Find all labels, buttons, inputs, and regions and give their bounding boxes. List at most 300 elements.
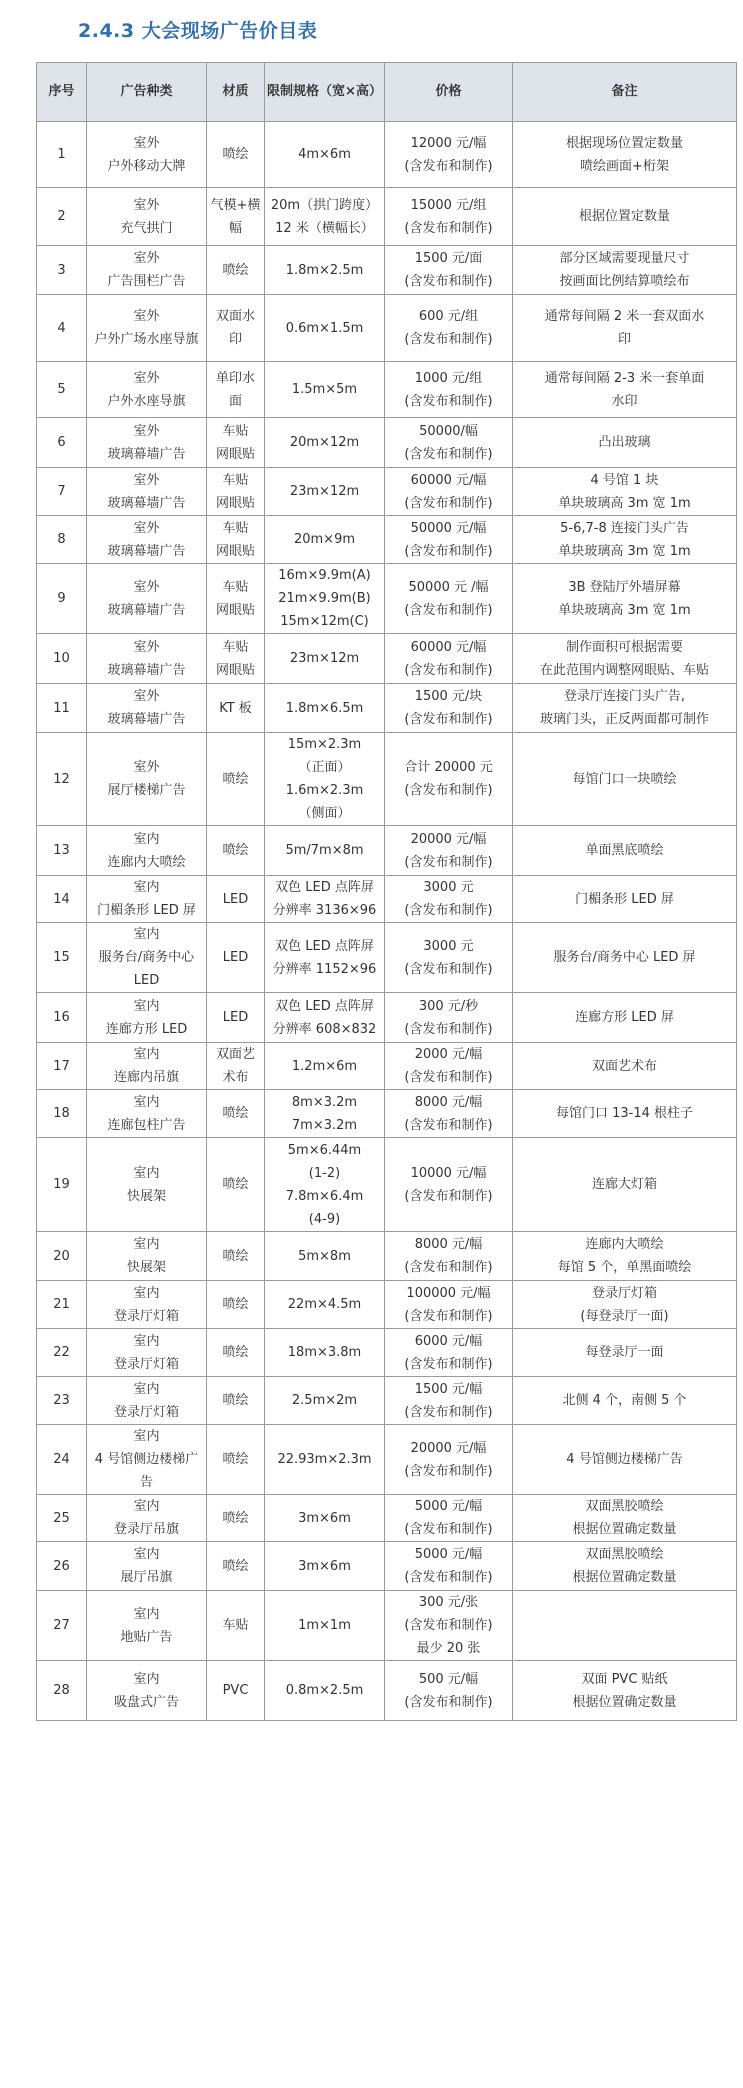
cell-spec: [265, 1591, 385, 1661]
cell-material-line: LED: [222, 1010, 249, 1025]
cell-no: [37, 564, 87, 634]
cell-no-line: 26: [53, 1558, 70, 1574]
header-material: 材质: [207, 63, 265, 122]
cell-no: [37, 246, 87, 295]
cell-spec-line: 3m×6m: [298, 1558, 351, 1574]
cell-material-line: 单印水: [215, 370, 255, 386]
cell-price-line: (含发布和制作): [404, 274, 493, 289]
cell-no: [37, 1425, 87, 1495]
cell-material-line: 喷绘: [222, 1558, 249, 1574]
cell-no-line: 19: [53, 1177, 70, 1192]
cell-price-line: 60000 元/幅: [410, 472, 487, 488]
cell-material-line: LED: [222, 950, 249, 965]
cell-spec-line: 1.6m×2.3m: [285, 783, 364, 798]
cell-type-line: 快展架: [126, 1260, 166, 1275]
cell-spec-line: 4m×6m: [298, 147, 351, 162]
cell-type-line: 户外广场水座导旗: [94, 332, 199, 347]
cell-spec-line: （正面）: [298, 760, 351, 775]
cell-material: [207, 1377, 265, 1425]
cell-price: [385, 1232, 513, 1281]
cell-spec-line: 分辨率 1152×96: [272, 961, 377, 977]
cell-note: [513, 826, 737, 876]
cell-type-line: 登录厅吊旗: [113, 1522, 179, 1537]
cell-type-line: 户外移动大牌: [107, 158, 186, 174]
cell-material: [207, 876, 265, 923]
cell-spec: [265, 246, 385, 295]
cell-note: [513, 1661, 737, 1721]
cell-note: [513, 1090, 737, 1138]
table-row: [37, 1138, 737, 1232]
cell-no-line: 2: [57, 209, 66, 224]
cell-note-line: 制作面积可根据需要: [565, 639, 683, 655]
cell-spec: [265, 564, 385, 634]
cell-type-line: 展厅楼梯广告: [107, 783, 186, 798]
cell-price: [385, 1138, 513, 1232]
cell-no: [37, 362, 87, 418]
cell-type-line: 室外: [133, 579, 160, 595]
table-row: [37, 362, 737, 418]
cell-type: [87, 468, 207, 516]
cell-material: [207, 1661, 265, 1721]
cell-material: [207, 684, 265, 733]
cell-material-line: 双面水: [215, 309, 255, 324]
cell-material: [207, 564, 265, 634]
cell-material: [207, 1542, 265, 1591]
cell-price: [385, 684, 513, 733]
cell-price-line: 6000 元/幅: [414, 1333, 483, 1349]
cell-note: [513, 1043, 737, 1090]
cell-type-line: 展厅吊旗: [120, 1570, 173, 1585]
cell-no-line: 7: [57, 484, 66, 499]
cell-note: [513, 468, 737, 516]
cell-spec-line: 8m×3.2m: [291, 1094, 358, 1110]
cell-type-line: 室内: [133, 1547, 160, 1562]
cell-spec-line: 3m×6m: [298, 1510, 351, 1526]
cell-price-line: (含发布和制作): [404, 1570, 493, 1585]
cell-type: [87, 1043, 207, 1090]
cell-spec-line: 5m×8m: [298, 1248, 351, 1264]
cell-type: [87, 1495, 207, 1542]
cell-price-line: (含发布和制作): [404, 903, 493, 918]
cell-type-line: 室内: [133, 1047, 160, 1062]
cell-note-line: 连廊大灯箱: [591, 1177, 657, 1192]
cell-type-line: 玻璃幕墙广告: [107, 543, 186, 559]
cell-type: [87, 246, 207, 295]
cell-note-line: 单面黑底喷绘: [585, 843, 664, 858]
cell-price: [385, 1377, 513, 1425]
cell-price: [385, 1090, 513, 1138]
cell-spec: [265, 1138, 385, 1232]
cell-type-line: LED: [133, 973, 160, 988]
cell-spec-line: 分辨率 608×832: [272, 1021, 377, 1037]
cell-no: [37, 876, 87, 923]
cell-material-line: 网眼贴: [215, 662, 255, 678]
cell-price-line: (含发布和制作): [404, 1070, 493, 1085]
cell-note: [513, 1138, 737, 1232]
cell-type: [87, 1591, 207, 1661]
cell-material-line: 喷绘: [222, 262, 249, 278]
table-row: [37, 876, 737, 923]
cell-type-line: 室外: [133, 520, 160, 536]
cell-note-line: 每登录厅一面: [585, 1345, 664, 1360]
cell-no: [37, 516, 87, 564]
cell-note: [513, 1281, 737, 1329]
cell-note: [513, 295, 737, 362]
cell-type-line: 门楣条形 LED 屏: [97, 903, 196, 918]
cell-material: [207, 516, 265, 564]
cell-material: [207, 634, 265, 684]
cell-material: [207, 1281, 265, 1329]
header-note: 备注: [513, 63, 737, 122]
cell-no: [37, 826, 87, 876]
cell-no: [37, 634, 87, 684]
cell-type: [87, 1232, 207, 1281]
cell-material: [207, 122, 265, 188]
cell-type: [87, 876, 207, 923]
cell-material-line: KT 板: [219, 700, 252, 716]
cell-material: [207, 1425, 265, 1495]
page-heading: 2.4.3 大会现场广告价目表: [78, 20, 318, 42]
cell-no: [37, 468, 87, 516]
cell-note: [513, 684, 737, 733]
cell-price-line: 3000 元: [423, 938, 474, 954]
cell-material-line: 车贴: [222, 639, 249, 655]
cell-material-line: 幅: [228, 220, 242, 236]
cell-type-line: 室内: [133, 1671, 160, 1687]
cell-note-line: 通常每间隔 2 米一套双面水: [544, 309, 705, 324]
cell-no-line: 10: [53, 651, 70, 666]
cell-spec: [265, 993, 385, 1043]
cell-type-line: 室外: [133, 197, 160, 213]
cell-material-line: 喷绘: [222, 1345, 249, 1360]
cell-material-line: 喷绘: [222, 771, 249, 787]
cell-type-line: 室外: [133, 251, 160, 266]
cell-type-line: 室内: [133, 880, 160, 895]
cell-price: [385, 516, 513, 564]
table-header-row: [37, 63, 737, 122]
cell-spec: [265, 1495, 385, 1542]
header-spec-line: 限制规格: [267, 84, 320, 99]
cell-price-line: (含发布和制作): [404, 1188, 493, 1204]
cell-note-line: 部分区域需要现量尺寸: [559, 251, 690, 266]
cell-material-line: 网眼贴: [215, 495, 255, 511]
cell-spec: [265, 1043, 385, 1090]
cell-material: [207, 295, 265, 362]
cell-price-line: 500 元/幅: [418, 1671, 479, 1687]
cell-price: [385, 634, 513, 684]
cell-spec-line: 1.2m×6m: [291, 1058, 358, 1074]
cell-price-line: 最少 20 张: [416, 1641, 481, 1656]
cell-price-line: (含发布和制作): [404, 446, 493, 462]
cell-spec: [265, 634, 385, 684]
cell-spec: [265, 362, 385, 418]
cell-price-line: (含发布和制作): [404, 543, 493, 559]
cell-no: [37, 733, 87, 826]
cell-no-line: 9: [57, 591, 66, 606]
cell-note-line: 每馆 5 个，单黑面喷绘: [557, 1260, 692, 1275]
cell-spec: [265, 122, 385, 188]
cell-price: [385, 826, 513, 876]
cell-note-line: 单块玻璃高 3m 宽 1m: [558, 495, 691, 511]
cell-no-line: 18: [53, 1106, 70, 1121]
cell-type-line: 室外: [133, 370, 160, 386]
cell-price-line: 1500 元/幅: [414, 1381, 483, 1397]
cell-price-line: 20000 元/幅: [410, 1440, 487, 1456]
cell-price-line: 300 元/张: [418, 1595, 479, 1610]
cell-price: [385, 362, 513, 418]
table-row: [37, 188, 737, 246]
cell-no: [37, 1542, 87, 1591]
cell-material-line: 双面艺: [215, 1047, 255, 1062]
cell-price-line: (含发布和制作): [404, 393, 493, 409]
cell-price-line: (含发布和制作): [404, 220, 493, 236]
cell-note-line: 登录厅连接门头广告,: [563, 689, 686, 704]
cell-no-line: 12: [53, 771, 70, 787]
cell-spec-line: 21m×9.9m(B): [278, 591, 371, 606]
cell-spec: [265, 1377, 385, 1425]
cell-price-line: (含发布和制作): [404, 1117, 493, 1133]
cell-material: [207, 1495, 265, 1542]
cell-note-line: 单块玻璃高 3m 宽 1m: [558, 602, 691, 618]
cell-spec-line: 5m×6.44m: [287, 1142, 362, 1158]
cell-note-line: 4 号馆 1 块: [590, 472, 659, 488]
cell-no: [37, 1329, 87, 1377]
cell-spec-line: 20m×9m: [293, 532, 356, 547]
cell-type-line: 连廊内大喷绘: [107, 854, 186, 870]
table-row: [37, 634, 737, 684]
cell-note-line: (每登录厅一面): [580, 1308, 669, 1324]
cell-note: [513, 564, 737, 634]
cell-note: [513, 1232, 737, 1281]
cell-spec: [265, 876, 385, 923]
cell-note-line: 每馆门口 13-14 根柱子: [555, 1106, 694, 1121]
cell-no-line: 13: [53, 843, 70, 858]
cell-price-line: (含发布和制作): [404, 783, 493, 798]
cell-note-line: 双面艺术布: [591, 1058, 657, 1074]
table-row: [37, 1232, 737, 1281]
cell-note-line: 单块玻璃高 3m 宽 1m: [558, 543, 691, 559]
cell-note-line: 双面 PVC 贴纸: [581, 1671, 668, 1687]
cell-price-line: 3000 元: [423, 880, 474, 895]
table-body: [37, 122, 737, 1721]
cell-price: [385, 418, 513, 468]
cell-note: [513, 923, 737, 993]
cell-type: [87, 684, 207, 733]
cell-material: [207, 468, 265, 516]
cell-price-line: 100000 元/幅: [406, 1285, 491, 1301]
cell-price: [385, 1495, 513, 1542]
cell-no: [37, 1043, 87, 1090]
cell-note-line: 3B 登陆厅外墙屏幕: [568, 579, 681, 595]
cell-type-line: 室外: [133, 309, 160, 324]
cell-type-line: 登录厅灯箱: [113, 1308, 179, 1324]
cell-spec-line: 22m×4.5m: [287, 1297, 362, 1312]
cell-type: [87, 1542, 207, 1591]
cell-note-line: 根据位置确定数量: [572, 1694, 677, 1710]
cell-type-line: 室内: [133, 1237, 160, 1252]
cell-note: [513, 876, 737, 923]
cell-spec-line: 分辨率 3136×96: [272, 903, 377, 918]
cell-type-line: 室外: [133, 639, 160, 655]
cell-material: [207, 188, 265, 246]
cell-material-line: 喷绘: [222, 147, 249, 162]
cell-price-line: (含发布和制作): [404, 662, 493, 678]
cell-material: [207, 1043, 265, 1090]
cell-spec-line: 2.5m×2m: [291, 1393, 358, 1408]
cell-material-line: 车贴: [222, 520, 249, 536]
cell-no: [37, 923, 87, 993]
cell-note-line: 连廊内大喷绘: [585, 1237, 664, 1252]
cell-spec-line: 0.6m×1.5m: [285, 320, 364, 336]
cell-no: [37, 1281, 87, 1329]
cell-type: [87, 1329, 207, 1377]
cell-spec: [265, 826, 385, 876]
table-row: [37, 1090, 737, 1138]
cell-type-line: 户外水座导旗: [107, 393, 186, 409]
cell-spec-line: 7.8m×6.4m: [285, 1188, 364, 1204]
cell-type-line: 吸盘式广告: [113, 1694, 179, 1710]
cell-type-line: 室外: [133, 689, 160, 704]
cell-price: [385, 1542, 513, 1591]
cell-price-line: (含发布和制作): [404, 1694, 493, 1710]
cell-price-line: 50000 元 /幅: [408, 579, 489, 595]
cell-no-line: 22: [53, 1345, 70, 1360]
table-row: [37, 684, 737, 733]
cell-price: [385, 188, 513, 246]
cell-no: [37, 122, 87, 188]
table-row: [37, 826, 737, 876]
cell-price: [385, 564, 513, 634]
cell-spec: [265, 1329, 385, 1377]
cell-type-line: 玻璃幕墙广告: [107, 446, 186, 462]
cell-type-line: 服务台/商务中心: [98, 950, 195, 965]
table-row: [37, 1425, 737, 1495]
cell-price-line: 20000 元/幅: [410, 831, 487, 847]
cell-note: [513, 993, 737, 1043]
cell-type-line: 室内: [133, 1429, 160, 1444]
cell-type: [87, 923, 207, 993]
cell-note-line: 在此范围内调整网眼贴、车贴: [539, 662, 709, 678]
cell-material-line: 印: [228, 332, 242, 347]
cell-type: [87, 1661, 207, 1721]
header-spec-line: （宽×高）: [319, 84, 382, 99]
cell-spec-line: （侧面）: [298, 806, 351, 821]
table-row: [37, 564, 737, 634]
cell-spec-line: 15m×12m(C): [280, 614, 369, 629]
cell-type: [87, 1377, 207, 1425]
cell-no-line: 8: [57, 532, 66, 547]
cell-type-line: 室内: [133, 1499, 160, 1514]
cell-price: [385, 295, 513, 362]
cell-note: [513, 516, 737, 564]
cell-type: [87, 993, 207, 1043]
cell-type-line: 充气拱门: [120, 220, 173, 236]
cell-type-line: 室内: [133, 1285, 160, 1301]
table-row: [37, 1495, 737, 1542]
cell-no: [37, 1138, 87, 1232]
cell-spec: [265, 1232, 385, 1281]
cell-spec-line: 双色 LED 点阵屏: [275, 998, 374, 1014]
cell-type: [87, 1138, 207, 1232]
cell-type: [87, 826, 207, 876]
cell-type-line: 室内: [133, 1333, 160, 1349]
table-row: [37, 733, 737, 826]
cell-spec: [265, 468, 385, 516]
cell-material: [207, 826, 265, 876]
cell-price: [385, 1281, 513, 1329]
header-no: 序号: [37, 63, 87, 122]
cell-no-line: 27: [53, 1618, 70, 1633]
cell-type-line: 室外: [133, 472, 160, 488]
cell-spec: [265, 1542, 385, 1591]
cell-spec: [265, 516, 385, 564]
cell-material-line: 车贴: [222, 1618, 249, 1633]
cell-price-line: (含发布和制作): [404, 1618, 493, 1633]
cell-material-line: 喷绘: [222, 843, 249, 858]
cell-material: [207, 1591, 265, 1661]
cell-note: [513, 1377, 737, 1425]
cell-no-line: 20: [53, 1248, 70, 1264]
cell-spec-line: 7m×3.2m: [291, 1117, 358, 1133]
cell-note-line: 根据位置定数量: [578, 209, 670, 224]
cell-material-line: 网眼贴: [215, 602, 255, 618]
cell-type: [87, 362, 207, 418]
cell-no-line: 24: [53, 1452, 70, 1467]
cell-note-line: 双面黑胶喷绘: [585, 1499, 664, 1514]
cell-type-line: 室内: [133, 1606, 160, 1622]
cell-note-line: 4 号馆侧边楼梯广告: [566, 1452, 683, 1467]
cell-price-line: 15000 元/组: [410, 197, 487, 213]
cell-price-line: 8000 元/幅: [414, 1094, 483, 1110]
cell-type-line: 室外: [133, 135, 160, 151]
cell-material-line: 喷绘: [222, 1177, 249, 1192]
cell-note-line: 水印: [611, 393, 638, 409]
cell-spec-line: 15m×2.3m: [287, 737, 362, 752]
table-row: [37, 993, 737, 1043]
cell-no: [37, 418, 87, 468]
cell-material: [207, 1232, 265, 1281]
cell-material-line: 喷绘: [222, 1510, 249, 1526]
cell-note-line: 喷绘画面+桁架: [580, 158, 669, 174]
cell-note-line: 根据位置确定数量: [572, 1522, 677, 1537]
cell-note-line: 每馆门口一块喷绘: [572, 771, 677, 787]
table-row: [37, 1542, 737, 1591]
cell-type-line: 广告围栏广告: [107, 274, 186, 289]
cell-material-line: 车贴: [222, 423, 249, 439]
cell-note: [513, 1542, 737, 1591]
cell-spec-line: 20m×12m: [289, 435, 360, 450]
cell-type-line: 室内: [133, 927, 160, 942]
cell-type-line: 室外: [133, 423, 160, 439]
cell-material: [207, 1090, 265, 1138]
cell-spec: [265, 188, 385, 246]
cell-price-line: (含发布和制作): [404, 495, 493, 511]
cell-note-line: 门楣条形 LED 屏: [575, 891, 674, 907]
table-row: [37, 418, 737, 468]
cell-no: [37, 295, 87, 362]
table-row: [37, 1661, 737, 1721]
cell-material-line: 气模+横: [210, 197, 261, 213]
cell-note-line: 按画面比例结算喷绘布: [559, 274, 690, 289]
ad-price-table: [36, 62, 737, 1721]
cell-note-line: 根据现场位置定数量: [565, 135, 683, 151]
cell-spec-line: 23m×12m: [289, 651, 360, 666]
cell-price: [385, 246, 513, 295]
cell-type: [87, 418, 207, 468]
cell-no-line: 21: [53, 1297, 70, 1312]
cell-price-line: (含发布和制作): [404, 1021, 493, 1037]
cell-no-line: 17: [53, 1058, 70, 1074]
